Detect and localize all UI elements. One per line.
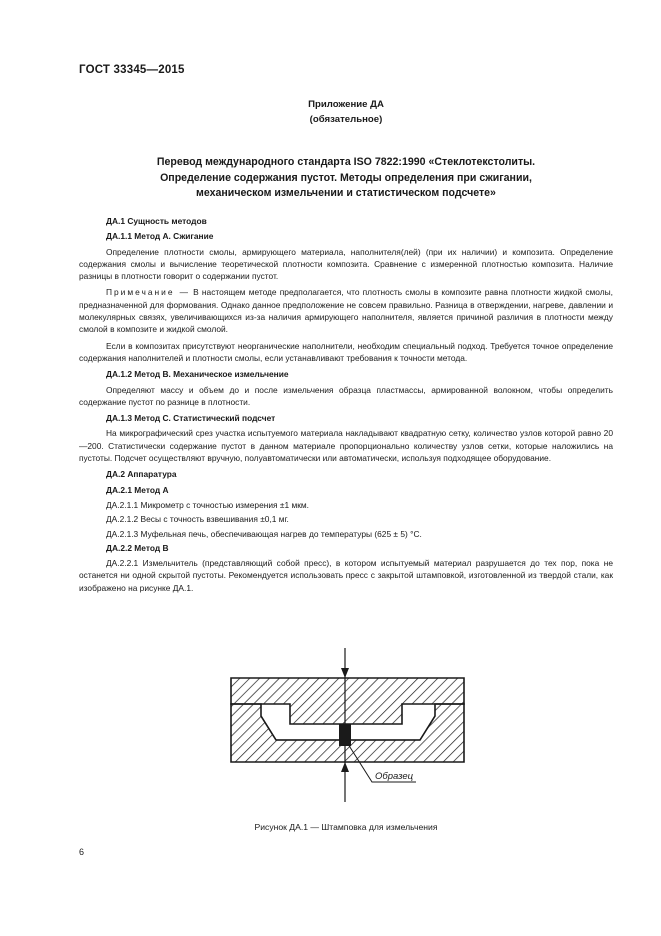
section-heading-da21: ДА.2.1 Метод А <box>106 484 169 495</box>
die-punch <box>231 678 464 724</box>
section-heading-da22: ДА.2.2 Метод В <box>106 542 169 553</box>
list-item-furnace: ДА.2.1.3 Муфельная печь, обеспечивающая нагрев до температуры (625 ± 5) °С. <box>106 528 422 539</box>
note-paragraph <box>79 286 613 335</box>
paragraph-method-c: На микрографический срез участка испытуемого материала накладывают квадратную сетку, количество узлов которой равно 20—200. Статистически содержание пустот в данном материале пропорционально количеству узлов сетки, которые наложились на пустоты. Подсчет осуществляют вручную, полуавтоматически или автоматически, используя подходящее оборудование. <box>79 428 613 464</box>
annex-status: (обязательное) <box>309 114 383 125</box>
page-number: 6 <box>79 847 85 857</box>
paragraph-method-b: Определяют массу и объем до и после измельчения образца пластмассы, армированной волокном, чтобы определить содержание пустот по разнице в плотности. <box>79 384 613 407</box>
title-line-3: механическом измельчении и статистическом подсчете» <box>196 187 496 199</box>
document-header: ГОСТ 33345—2015 <box>79 64 185 76</box>
note-label: Примечание — <box>106 287 191 298</box>
translation-title <box>79 155 613 202</box>
sample-label: Образец <box>375 771 414 782</box>
annex-heading <box>79 97 613 127</box>
section-heading-da11: ДА.1.1 Метод А. Сжигание <box>106 231 214 242</box>
section-heading-da2: ДА.2 Аппаратура <box>106 469 177 480</box>
paragraph-fillers: Если в композитах присутствуют неорганические наполнители, необходим специальный подход. Требуется точное определение содержания наполнителей и плотности смолы, если устанавливают требования к точности метода. <box>79 340 613 363</box>
annex-label: Приложение ДА <box>308 99 384 110</box>
force-arrow-bottom-icon <box>341 762 349 772</box>
list-item-scales: ДА.2.1.2 Весы с точность взвешивания ±0,1 мг. <box>106 514 289 525</box>
figure-caption: Рисунок ДА.1 — Штамповка для измельчения <box>254 822 438 832</box>
die-press-figure <box>228 640 468 805</box>
section-heading-da1: ДА.1 Сущность методов <box>106 216 207 226</box>
paragraph-grinder: ДА.2.2.1 Измельчитель (представляющий собой пресс), в котором испытуемый материал разрушается до тех пор, пока не останется ни одной скрытой пустоты. Рекомендуется использовать пресс с закрытой штамповкой, изготовленной из твердой стали, как изображено на рисунке ДА.1. <box>79 558 613 593</box>
document-body <box>79 213 613 598</box>
note-text: В настоящем методе предполагается, что плотность смолы в композите равна плотности жидкой смолы, предназначенной для формования. Однако данное предположение не совсем правильно. Разница в отверждении, нагреве, давлении и молекулярных связях, увеличивающихся из-за наличия армирующего наполнителя, является причиной различия в плотности между смолой в композите и жидкой смолой. <box>79 287 613 335</box>
section-heading-da13: ДА.1.3 Метод С. Статистический подсчет <box>106 413 276 424</box>
title-line-1: Перевод международного стандарта ISO 7822:1990 «Стеклотекстолиты. <box>156 156 536 168</box>
title-line-2: Определение содержания пустот. Методы определения при сжигании, <box>160 171 532 184</box>
paragraph-method-a: Определение плотности смолы, армирующего материала, наполнителя(лей) (при их наличии) и композита. Определение содержания смолы и вычисление теоретической плотности композита. Сравнение с измеренной плотностью композита. Наличие разницы в плотности говорит о содержании пустот. <box>79 246 613 282</box>
force-arrow-top-icon <box>341 668 349 678</box>
section-heading-da12: ДА.1.2 Метод В. Механическое измельчение <box>106 369 289 380</box>
list-item-micrometer: ДА.2.1.1 Микрометр с точностью измерения ±1 мкм. <box>106 499 310 510</box>
